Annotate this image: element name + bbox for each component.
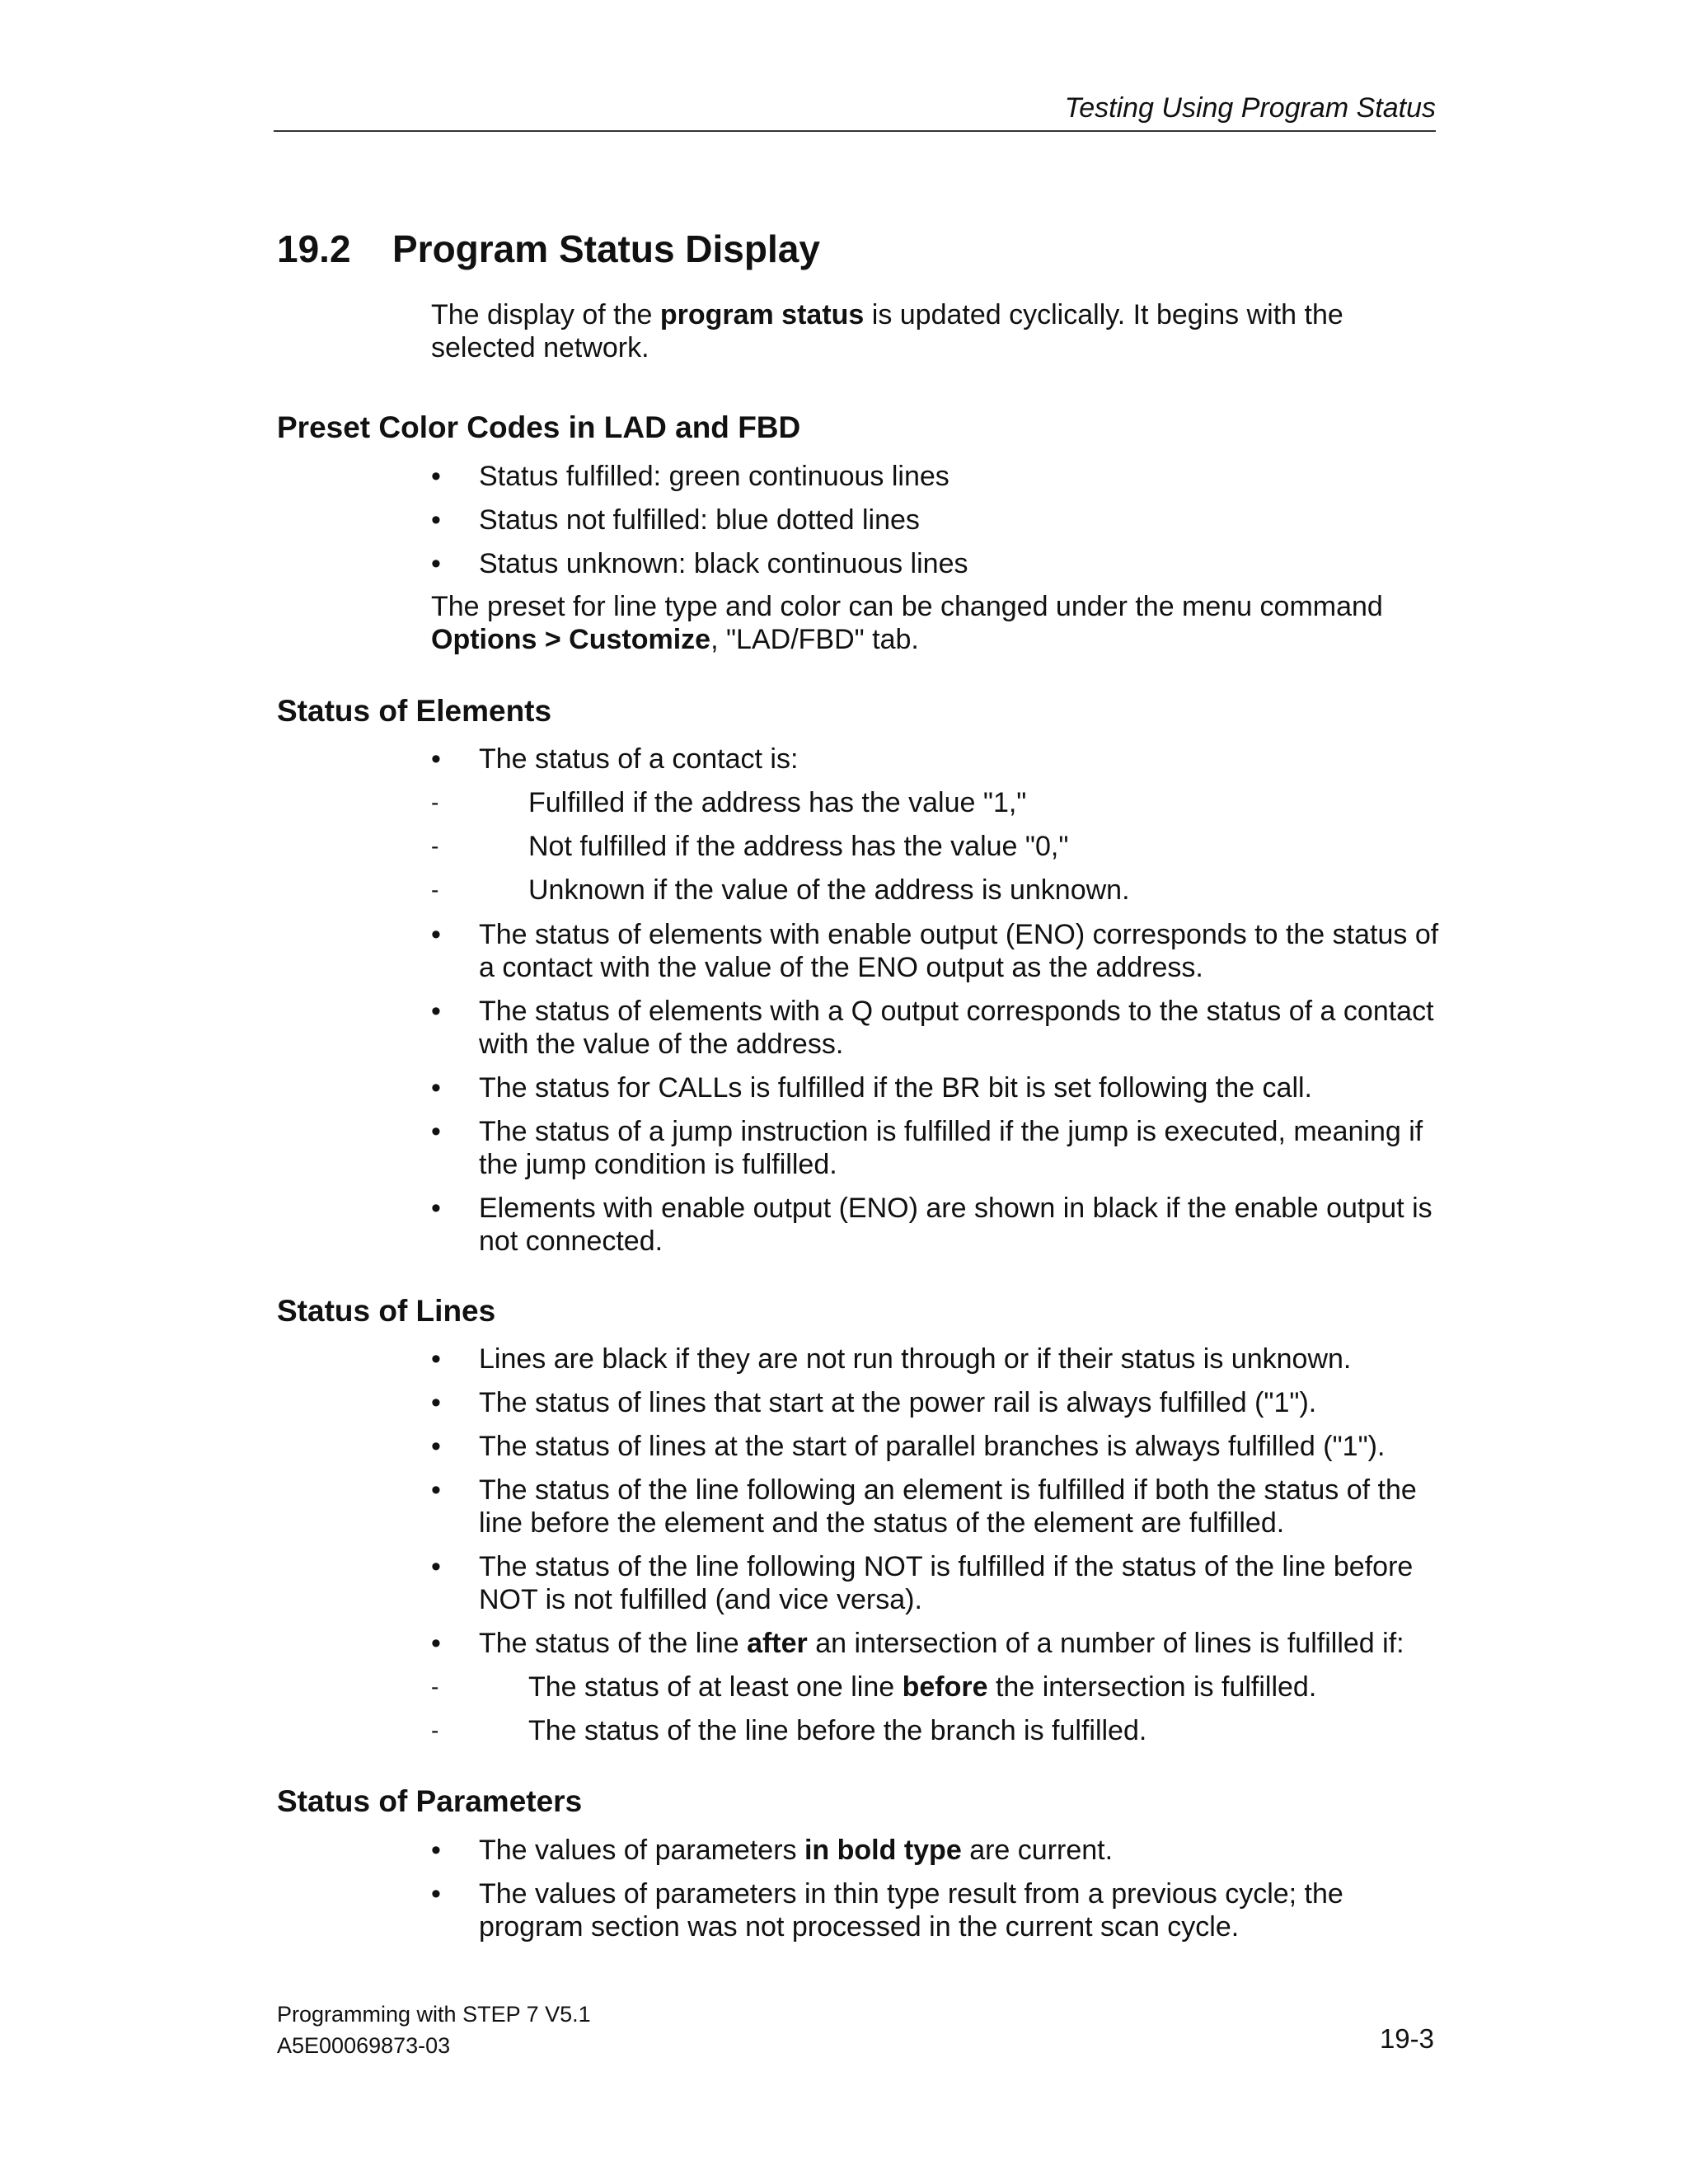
- sub-list-item: [431, 1671, 1441, 1704]
- sub-list-item: [431, 1714, 1441, 1747]
- list-item-text: Status unknown: black continuous lines: [479, 548, 968, 579]
- page-number: 19-3: [1379, 2023, 1434, 2054]
- bullet-icon: •: [431, 1116, 441, 1147]
- bullet-icon: •: [431, 461, 441, 492]
- bullet-icon: •: [431, 1387, 441, 1418]
- intro-paragraph: [431, 298, 1445, 364]
- sub-list-item: [431, 874, 1441, 907]
- sub-list-item: [431, 786, 1441, 819]
- chapter-title: [277, 227, 820, 271]
- text-segment: an intersection of a number of lines is fulfilled if:: [807, 1628, 1404, 1659]
- list-item: [431, 1627, 1441, 1660]
- intro-text-before: The display of the: [431, 299, 660, 330]
- chapter-title-text: Program Status Display: [392, 227, 820, 270]
- list-item-text: The status of elements with a Q output corresponds to the status of a contact with the value of the address.: [479, 996, 1434, 1060]
- list-item: [431, 547, 1441, 580]
- list-item-text: The status of a contact is:: [479, 743, 799, 775]
- list-item: [431, 1430, 1441, 1463]
- list-item: [431, 1192, 1441, 1258]
- list-item-text: The status of elements with enable output (ENO) corresponds to the status of a contact with the value of the ENO output as the address.: [479, 919, 1439, 983]
- list-item: [431, 995, 1441, 1061]
- running-header-title: Testing Using Program Status: [1064, 92, 1436, 124]
- menu-command-reference: Options > Customize: [431, 624, 711, 655]
- text-segment: The status of the line: [479, 1628, 748, 1659]
- text-segment: are current.: [961, 1835, 1114, 1866]
- dash-icon: -: [431, 1718, 439, 1743]
- intro-bold: program status: [659, 299, 865, 330]
- list-item-text: The status of the line following an element is fulfilled if both the status of the line before the element and the status of the element are fulfilled.: [479, 1474, 1417, 1539]
- footer-book-title: Programming with STEP 7 V5.1: [277, 2002, 591, 2027]
- footer-order-number: A5E00069873-03: [277, 2033, 451, 2058]
- list-item-text: Status fulfilled: green continuous lines: [479, 461, 950, 492]
- sub-list-item-text: Fulfilled if the address has the value "1,": [528, 787, 1027, 818]
- bullet-icon: •: [431, 1551, 441, 1582]
- list-item-text: [479, 1834, 1441, 1867]
- sub-list-item-text: The status of the line before the branch is fulfilled.: [528, 1715, 1147, 1746]
- section-heading-status-of-parameters: Status of Parameters: [277, 1784, 583, 1818]
- sub-list-item: [431, 830, 1441, 863]
- section-heading-status-of-elements: Status of Elements: [277, 694, 552, 728]
- list-item-text: The status for CALLs is fulfilled if the BR bit is set following the call.: [479, 1072, 1313, 1104]
- chapter-number: 19.2: [277, 227, 351, 270]
- list-item-text: Status not fulfilled: blue dotted lines: [479, 504, 920, 536]
- intro-text-after: is updated cyclically. It begins with the selected network.: [431, 299, 1343, 363]
- dash-icon: -: [431, 877, 439, 902]
- list-item-text: Lines are black if they are not run through or if their status is unknown.: [479, 1343, 1352, 1375]
- bullet-icon: •: [431, 504, 441, 536]
- bullet-icon: •: [431, 1072, 441, 1104]
- bullet-icon: •: [431, 1628, 441, 1659]
- text-segment: the intersection is fulfilled.: [987, 1671, 1317, 1703]
- list-item-text: Elements with enable output (ENO) are shown in black if the enable output is not connected.: [479, 1193, 1432, 1257]
- list-item: [431, 1343, 1441, 1376]
- preset-note-text-after: , "LAD/FBD" tab.: [710, 624, 919, 655]
- preset-note-paragraph: [431, 590, 1445, 656]
- bullet-icon: •: [431, 548, 441, 579]
- emphasis-text: in bold type: [804, 1835, 962, 1866]
- running-header: [274, 89, 1436, 132]
- list-item: [431, 460, 1441, 493]
- section-heading-status-of-lines: Status of Lines: [277, 1294, 496, 1328]
- emphasis-text: after: [747, 1628, 808, 1659]
- dash-icon: -: [431, 833, 439, 859]
- bullet-icon: •: [431, 919, 441, 950]
- dash-icon: -: [431, 790, 439, 815]
- list-item-text: The status of lines at the start of parallel branches is always fulfilled ("1").: [479, 1431, 1386, 1462]
- bullet-icon: •: [431, 1474, 441, 1506]
- list-item-text: The status of a jump instruction is fulfilled if the jump is executed, meaning if the jump condition is fulfilled.: [479, 1116, 1423, 1180]
- list-item: [431, 1877, 1441, 1943]
- bullet-icon: •: [431, 743, 441, 775]
- footer-document-info: [277, 1999, 591, 2061]
- bullet-icon: •: [431, 1835, 441, 1866]
- list-item: [431, 1550, 1441, 1616]
- sub-list-item-text: Not fulfilled if the address has the value "0,": [528, 831, 1069, 862]
- preset-note-text: The preset for line type and color can be changed under the menu command: [431, 591, 1383, 622]
- list-item: [431, 1386, 1441, 1419]
- list-item-text: The status of lines that start at the power rail is always fulfilled ("1").: [479, 1387, 1317, 1418]
- section-heading-preset-color-codes: Preset Color Codes in LAD and FBD: [277, 410, 801, 444]
- emphasis-text: before: [902, 1671, 988, 1703]
- sub-list-item-text: [528, 1671, 1441, 1704]
- list-item: [431, 743, 1441, 776]
- text-segment: The values of parameters: [479, 1835, 804, 1866]
- list-item-text: The values of parameters in thin type result from a previous cycle; the program section was not processed in the current scan cycle.: [479, 1878, 1343, 1943]
- list-item: [431, 1071, 1441, 1104]
- list-item: [431, 504, 1441, 537]
- bullet-icon: •: [431, 1878, 441, 1910]
- list-item: [431, 1834, 1441, 1867]
- bullet-icon: •: [431, 1343, 441, 1375]
- list-item-text: [479, 1627, 1441, 1660]
- dash-icon: -: [431, 1674, 439, 1699]
- list-item-text: The status of the line following NOT is fulfilled if the status of the line before NOT is not fulfilled (and vice versa).: [479, 1551, 1414, 1615]
- bullet-icon: •: [431, 1431, 441, 1462]
- bullet-icon: •: [431, 1193, 441, 1224]
- list-item: [431, 918, 1441, 984]
- sub-list-item-text: Unknown if the value of the address is unknown.: [528, 874, 1130, 906]
- bullet-icon: •: [431, 996, 441, 1027]
- text-segment: The status of at least one line: [528, 1671, 903, 1703]
- list-item: [431, 1115, 1441, 1181]
- list-item: [431, 1474, 1441, 1540]
